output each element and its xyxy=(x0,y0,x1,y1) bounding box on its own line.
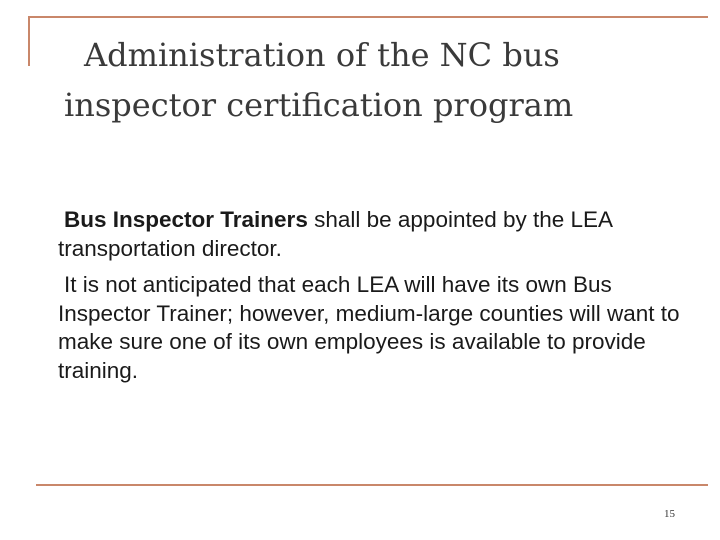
paragraph-2-text: It is not anticipated that each LEA will have its own Bus Inspector Trainer; however, medium-large counties will want to make sure one of its own employees is available to provide training. xyxy=(58,272,680,383)
title-line-1: Administration of the NC bus xyxy=(84,36,560,74)
left-rule xyxy=(28,16,30,66)
page-number: 15 xyxy=(664,508,675,520)
bottom-rule xyxy=(36,484,708,486)
paragraph-1-text: shall be appointed by the LEA transportation director. xyxy=(58,207,612,261)
slide-title xyxy=(64,30,704,130)
top-rule xyxy=(28,16,708,18)
title-line-2: inspector certification program xyxy=(64,86,574,124)
paragraph-1 xyxy=(58,206,708,263)
paragraph-1-bold: Bus Inspector Trainers xyxy=(64,207,308,232)
slide-body xyxy=(58,206,708,393)
paragraph-2 xyxy=(58,271,708,385)
